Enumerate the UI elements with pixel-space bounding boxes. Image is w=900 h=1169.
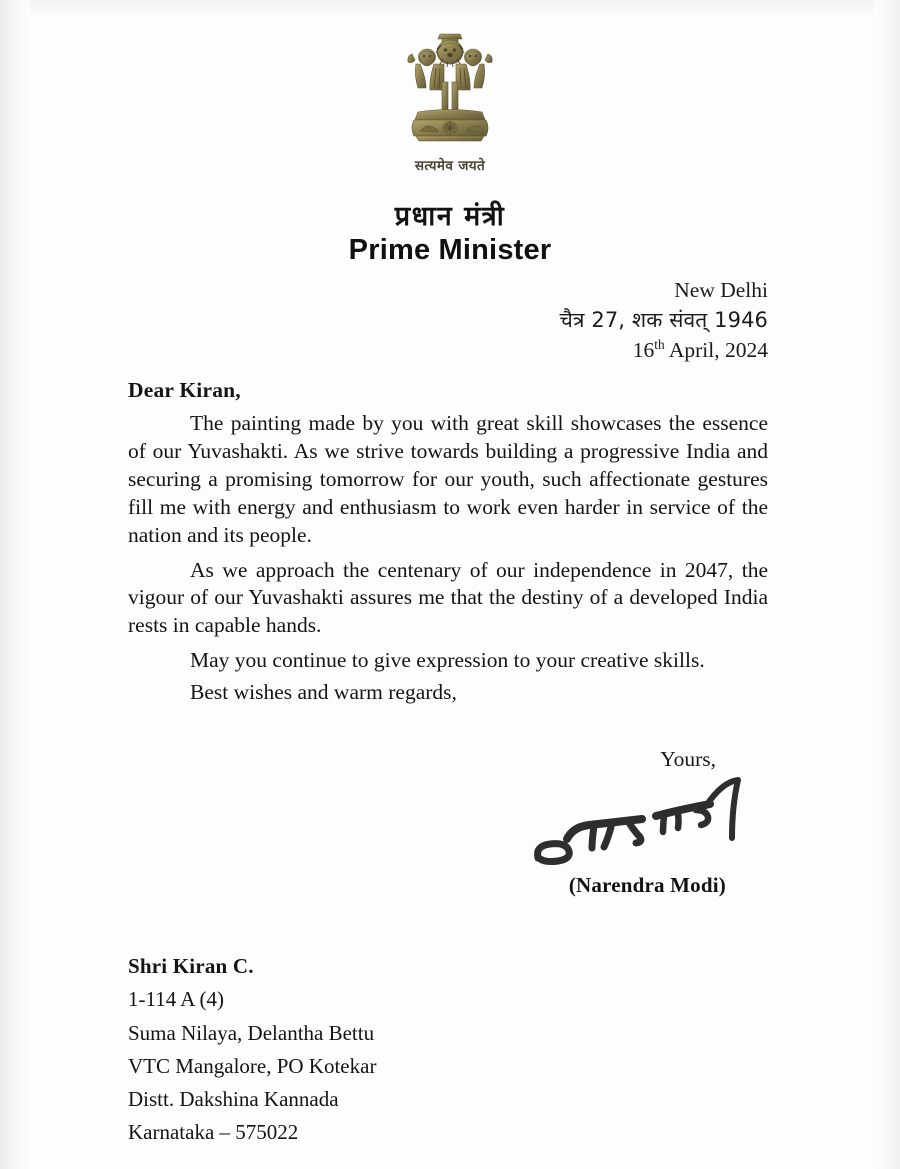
address-line-name: Shri Kiran C. <box>128 954 254 979</box>
recipient-address <box>128 950 900 1149</box>
paragraph-4: Best wishes and warm regards, <box>190 680 457 705</box>
dateline-city: New Delhi <box>674 278 768 302</box>
paragraph-2: As we approach the centenary of our independence in 2047, the vigour of our Yuvashakti assures me that the destiny of a developed India rests in capable hands. <box>128 557 768 638</box>
address-line-3: VTC Mangalore, PO Kotekar <box>128 1053 377 1078</box>
paragraph-3: May you continue to give expression to your creative skills. <box>190 648 705 673</box>
paragraph-1: The painting made by you with great skill showcases the essence of our Yuvashakti. As we strive towards building a progressive India and securing a promising tomorrow for our youth, such affectionate gestures fill me with energy and enthusiasm to work even harder in service of the nation and its people. <box>128 410 768 547</box>
address-line-2: Suma Nilaya, Delantha Bettu <box>128 1020 375 1045</box>
dateline-day: 16 <box>632 338 655 363</box>
office-title-english: Prime Minister <box>348 234 552 266</box>
signer-name: (Narendra Modi) <box>568 873 726 898</box>
office-title-hindi: प्रधान मंत्री <box>394 201 506 232</box>
dateline-gregorian <box>0 335 768 366</box>
closing-salutation: Yours, <box>660 747 716 772</box>
emblem-motto: सत्यमेव जयते <box>414 158 486 174</box>
dateline-ordinal-suffix: th <box>654 337 665 353</box>
state-emblem-of-india-icon <box>396 26 504 154</box>
address-line-1: 1-114 A (4) <box>128 987 225 1012</box>
narendra-modi-signature-icon <box>528 776 758 871</box>
dateline <box>0 275 900 366</box>
letterhead <box>0 0 900 267</box>
address-line-4: Distt. Dakshina Kannada <box>128 1086 339 1111</box>
dateline-vikram-samvat: चैत्र 27, शक संवत् 1946 <box>559 307 768 332</box>
letter-body <box>128 378 768 707</box>
address-line-5: Karnataka – 575022 <box>128 1120 299 1145</box>
salutation: Dear Kiran, <box>128 377 241 402</box>
dateline-month-year: April, 2024 <box>664 338 768 363</box>
signature-block <box>0 747 768 898</box>
